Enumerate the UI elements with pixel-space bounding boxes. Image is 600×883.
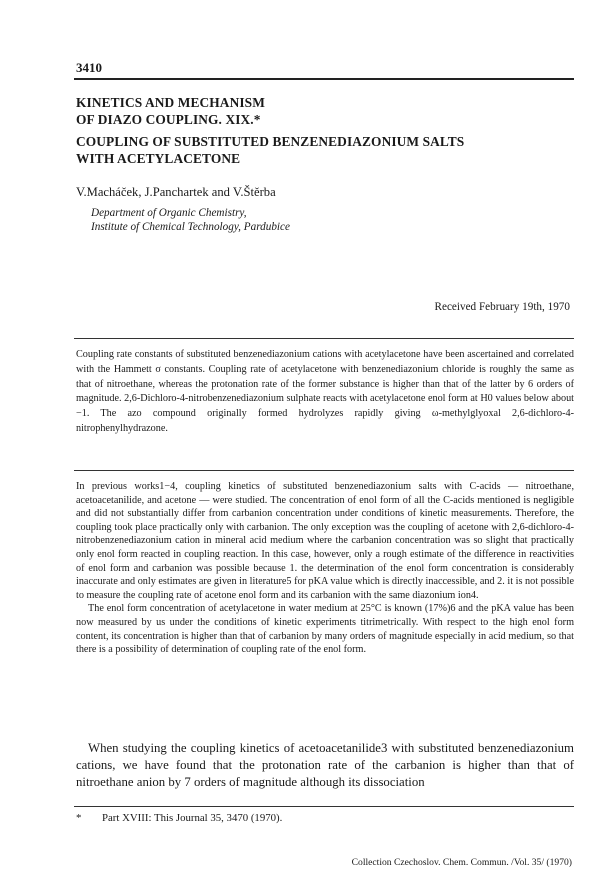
footnote-rule bbox=[74, 806, 574, 807]
body-paragraph-2: The enol form concentration of acetylacetone in water medium at 25°C is known (17%)6 and the pKA value has been now measured by us under the conditions of kinetic experiments titrimetrically. With respect to the high enol form content, its concentration is higher than that of carbanion by many orders of magnitude especially in acid medium, so that there is a possibility of determination of coupling rate of the enol form. bbox=[76, 603, 574, 656]
main-title-line-2: OF DIAZO COUPLING. XIX.* bbox=[76, 112, 261, 127]
received-date: Received February 19th, 1970 bbox=[434, 301, 570, 313]
authors: V.Macháček, J.Panchartek and V.Štěrba bbox=[76, 185, 276, 199]
body-text-large bbox=[76, 740, 574, 792]
main-title-line-1: KINETICS AND MECHANISM bbox=[76, 95, 265, 110]
sub-title bbox=[76, 133, 576, 167]
affiliation-line-2: Institute of Chemical Technology, Pardubice bbox=[91, 221, 290, 233]
page-number: 3410 bbox=[76, 60, 102, 75]
body-paragraph-3: When studying the coupling kinetics of acetoacetanilide3 with substituted benzenediazonium cations, we have found that the protonation rate of the carbanion is higher than that of nitroethane anion by 7 orders of magnitude although its dissociation bbox=[76, 741, 574, 790]
body-text bbox=[76, 480, 574, 657]
abstract: Coupling rate constants of substituted benzenediazonium cations with acetylacetone have been ascertained and correlated with the Hammett σ constants. Coupling rate of acetylacetone with benzenediazonium chloride is roughly the same as that of nitroethane, whereas the protonation rate of the former substance is higher than that of the latter by 6 orders of magnitude. 2,6-Dichloro-4-nitrobenzenediazonium sulphate reacts with acetylacetone enol form at H0 values below about −1. The azo compound originally formed hydrolyzes rapidly giving ω-methylglyoxal 2,6-dichloro-4-nitrophenylhydrazone. bbox=[76, 349, 574, 434]
top-rule bbox=[74, 78, 574, 80]
affiliation-line-1: Department of Organic Chemistry, bbox=[91, 207, 247, 219]
sub-title-line-2: WITH ACETYLACETONE bbox=[76, 151, 241, 166]
footnote-text: Part XVIII: This Journal 35, 3470 (1970). bbox=[102, 812, 283, 824]
footnote bbox=[76, 812, 574, 824]
abstract-top-rule bbox=[74, 338, 574, 339]
footnote-mark: * bbox=[76, 812, 82, 824]
abstract-bottom-rule bbox=[74, 470, 574, 471]
journal-citation: Collection Czechoslov. Chem. Commun. /Vol. 35/ (1970) bbox=[351, 857, 572, 868]
sub-title-line-1: COUPLING OF SUBSTITUTED BENZENEDIAZONIUM SALTS bbox=[76, 134, 465, 149]
affiliation bbox=[91, 206, 290, 234]
main-title bbox=[76, 94, 576, 128]
body-paragraph-1: In previous works1−4, coupling kinetics of substituted benzenediazonium salts with C-acids — nitroethane, acetoacetanilide, and acetone — were studied. The concentration of enol form of all the C-acids mentioned is negligible and did not substantially differ from carbanion concentration under conditions of kinetic measurements. Therefore, the coupling took place practically only with carbanion. The only exception was the coupling of acetone with 2,6-dichloro-4-nitrobenzenediazonium cation in mineral acid medium where the carbanion concentration was so slight that practically only enol form reacted in coupling reaction. In this case, however, only a rough estimate of the difference in reactivities of enol form and carbanion was possible because 1. the determination of the enol form concentration is considerably inaccurate and only estimates are given in literature5 for pKA value which is directly inaccessible, and 2. it is not possible to measure the coupling rate of acetone enol form and its carbanion with the same diazonium ion4. bbox=[76, 481, 574, 601]
